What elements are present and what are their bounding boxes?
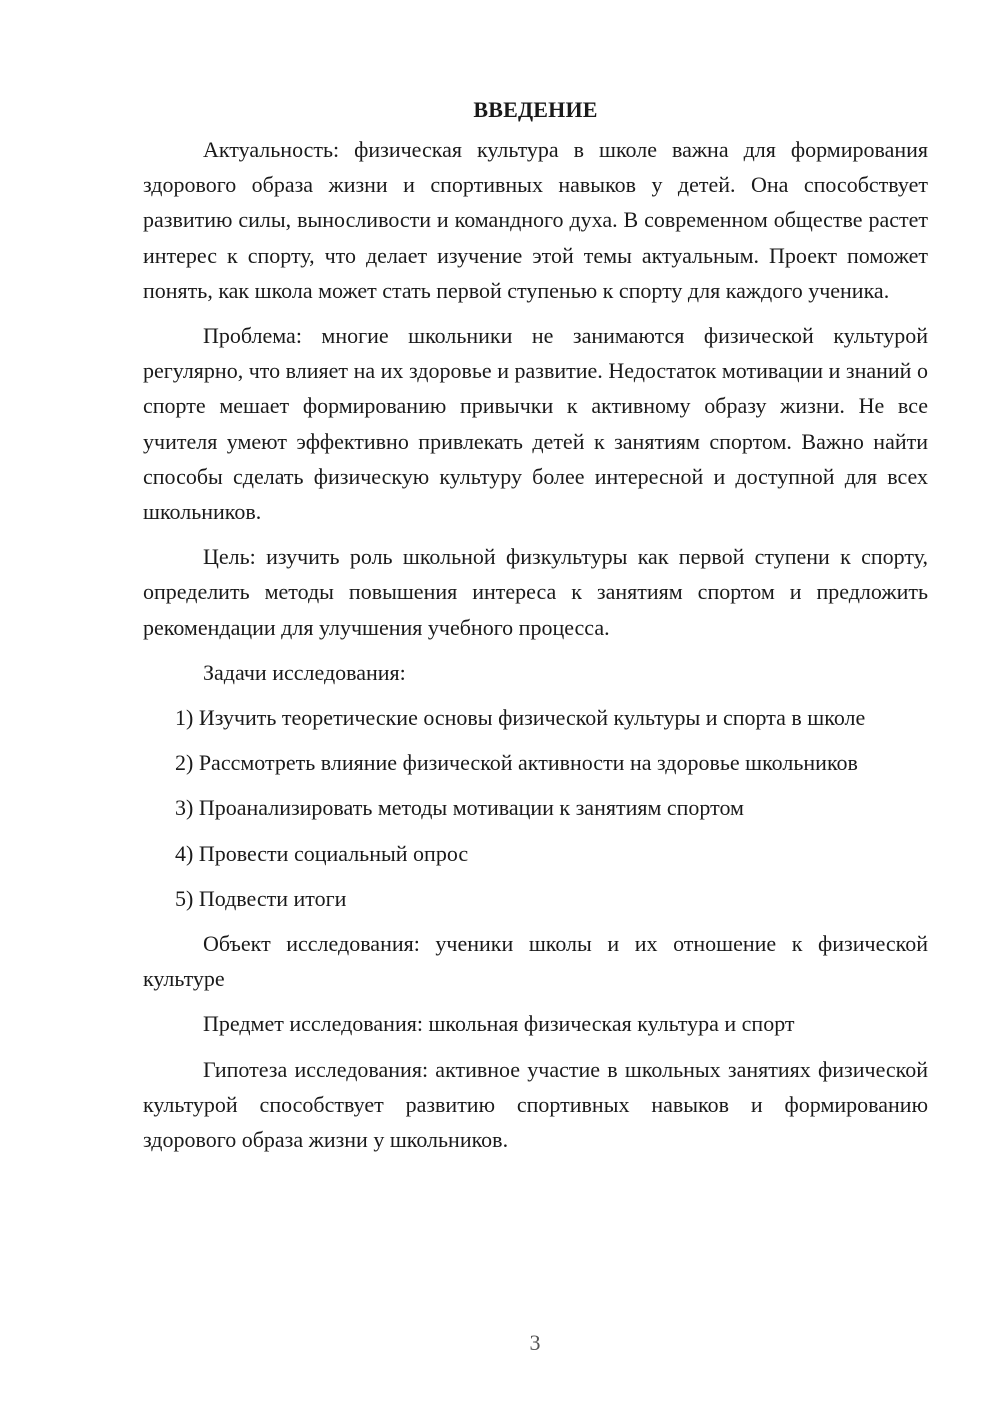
- document-title: ВВЕДЕНИЕ: [473, 97, 598, 122]
- list-item: 1) Изучить теоретические основы физической культуры и спорта в школе: [175, 705, 866, 731]
- tasks-list: [143, 700, 928, 916]
- hypothesis-paragraph: Гипотеза исследования: активное участие в школьных занятиях физической культурой способствует развитию спортивных навыков и формированию здорового образа жизни у школьников.: [143, 1056, 928, 1153]
- list-item: 5) Подвести итоги: [175, 885, 347, 911]
- problem-paragraph: Проблема: многие школьники не занимаются физической культурой регулярно, что влияет на их здоровье и развитие. Недостаток мотивации и знаний о спорте мешает формированию привычки к активному образу жизни. Не все учителя умеют эффективно привлекать детей к занятиям спортом. Важно найти способы сделать физическую культуру более интересной и доступной для всех школьников.: [143, 323, 928, 525]
- relevance-paragraph: Актуальность: физическая культура в школе важна для формирования здорового образа жизни и спортивных навыков у детей. Она способствует развитию силы, выносливости и командного духа. В современном обществе растет интерес к спорту, что делает изучение этой темы актуальным. Проект поможет понять, как школа может стать первой ступенью к спорту для каждого ученика.: [143, 137, 928, 303]
- list-item: 4) Провести социальный опрос: [175, 840, 469, 866]
- list-item: 2) Рассмотреть влияние физической активности на здоровье школьников: [175, 750, 858, 776]
- goal-paragraph: Цель: изучить роль школьной физкультуры как первой ступени к спорту, определить методы повышения интереса к занятиям спортом и предложить рекомендации для улучшения учебного процесса.: [143, 544, 928, 640]
- page-number: 3: [529, 1330, 541, 1355]
- tasks-heading: Задачи исследования:: [203, 659, 406, 685]
- subject-paragraph: Предмет исследования: школьная физическая культура и спорт: [203, 1011, 795, 1037]
- list-item: 3) Проанализировать методы мотивации к занятиям спортом: [175, 795, 744, 821]
- document-page: [143, 92, 928, 1167]
- object-paragraph: Объект исследования: ученики школы и их отношение к физической культуре: [143, 931, 928, 992]
